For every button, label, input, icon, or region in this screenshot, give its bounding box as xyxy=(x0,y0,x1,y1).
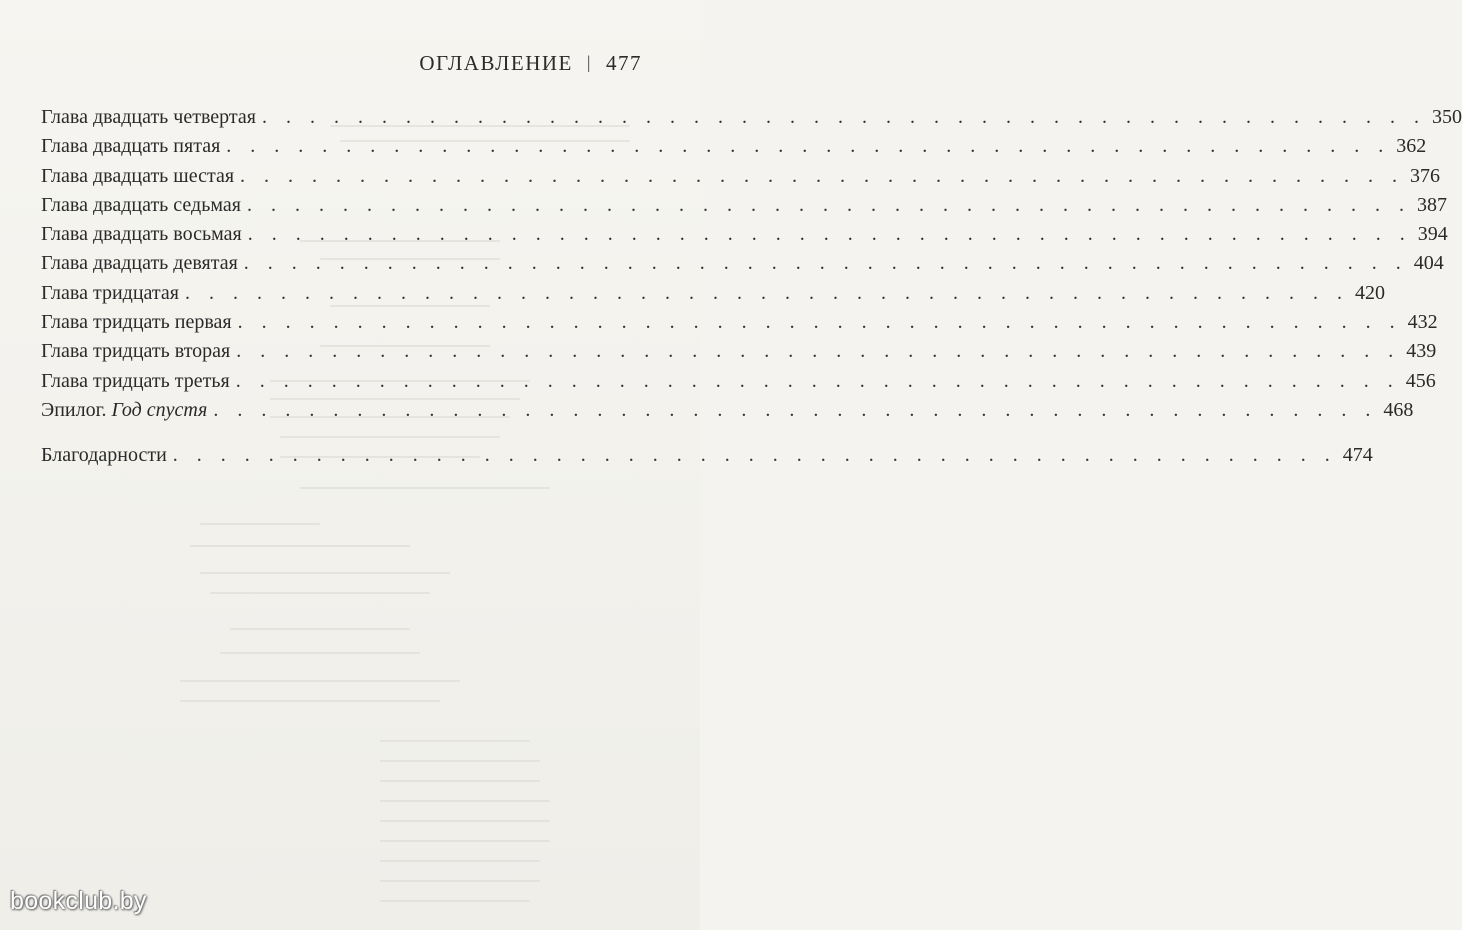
header-separator: | xyxy=(586,52,592,72)
dot-leader: . . . . . . . . . . . . . . . . . . . . . . . . . . . . . . . . . . . . . . . . . . . . . . . . . xyxy=(247,223,1412,246)
dot-leader: . . . . . . . . . . . . . . . . . . . . . . . . . . . . . . . . . . . . . . . . . . . . . . . . . xyxy=(213,398,1378,421)
toc-entry-title: Глава двадцать восьмая xyxy=(41,223,242,246)
toc-entry-page: 432 xyxy=(1407,311,1438,334)
toc-entry-page: 468 xyxy=(1383,398,1414,421)
epilogue-subtitle: Год спустя xyxy=(111,398,208,421)
toc-entry xyxy=(41,308,1438,337)
toc-entry-title: Благодарности xyxy=(41,444,167,467)
toc-entry-acknowledgements xyxy=(41,441,1373,470)
dot-leader: . . . . . . . . . . . . . . . . . . . . . . . . . . . . . . . . . . . . . . . . . . . . . . . . . xyxy=(261,106,1426,128)
toc-entry xyxy=(41,220,1448,249)
toc-entry-page: 420 xyxy=(1354,281,1385,304)
toc-entry-page: 404 xyxy=(1413,252,1444,275)
toc-entry-title: Глава двадцать пятая xyxy=(41,135,221,158)
dot-leader: . . . . . . . . . . . . . . . . . . . . . . . . . . . . . . . . . . . . . . . . . . . . . . . . . xyxy=(240,164,1405,187)
dot-leader: . . . . . . . . . . . . . . . . . . . . . . . . . . . . . . . . . . . . . . . . . . . . . . . . . xyxy=(236,340,1401,363)
toc-entry-title: Глава тридцатая xyxy=(41,281,179,304)
toc-entry-page: 362 xyxy=(1396,135,1427,158)
dot-leader: . . . . . . . . . . . . . . . . . . . . . . . . . . . . . . . . . . . . . . . . . . . . . . . . . xyxy=(184,281,1349,304)
toc-entry xyxy=(41,103,1462,132)
toc-entry xyxy=(41,337,1437,366)
toc-entry xyxy=(41,249,1444,278)
running-header xyxy=(419,51,642,76)
toc-entry-epilogue xyxy=(41,396,1414,425)
toc-entry xyxy=(41,367,1436,396)
toc-entry-page: 394 xyxy=(1417,223,1448,246)
toc-entry xyxy=(41,132,1427,161)
toc-entry-page: 376 xyxy=(1410,164,1441,187)
toc-entry-title: Глава двадцать девятая xyxy=(41,252,238,275)
toc-entry-title: Глава тридцать третья xyxy=(41,369,230,392)
dot-leader: . . . . . . . . . . . . . . . . . . . . . . . . . . . . . . . . . . . . . . . . . . . . . . . . . xyxy=(235,369,1400,392)
toc-entry-title xyxy=(41,396,213,425)
site-watermark: bookclub.by xyxy=(10,887,147,915)
section-title: ОГЛАВЛЕНИЕ xyxy=(419,51,573,75)
toc-entry xyxy=(41,162,1441,191)
toc-entry-title: Глава двадцать седьмая xyxy=(41,193,241,216)
toc-entry-title: Глава тридцать первая xyxy=(41,311,232,334)
toc-entry-title: Глава тридцать вторая xyxy=(41,340,231,363)
dot-leader: . . . . . . . . . . . . . . . . . . . . . . . . . . . . . . . . . . . . . . . . . . . . . . . . . xyxy=(172,444,1337,467)
toc-entry-page: 456 xyxy=(1405,369,1436,392)
table-of-contents xyxy=(41,103,1462,471)
toc-entry-page: 474 xyxy=(1342,444,1373,467)
toc-entry-page: 350 xyxy=(1431,106,1462,128)
toc-entry-title: Глава двадцать шестая xyxy=(41,164,235,187)
toc-entry xyxy=(41,191,1447,220)
epilogue-label: Эпилог. xyxy=(41,398,107,421)
dot-leader: . . . . . . . . . . . . . . . . . . . . . . . . . . . . . . . . . . . . . . . . . . . . . . . . . xyxy=(237,311,1402,334)
folio-page-number: 477 xyxy=(606,51,642,75)
toc-entry-title: Глава двадцать четвертая xyxy=(41,106,256,128)
toc-entry-page: 439 xyxy=(1406,340,1437,363)
toc-entry xyxy=(41,279,1385,308)
dot-leader: . . . . . . . . . . . . . . . . . . . . . . . . . . . . . . . . . . . . . . . . . . . . . . . . . xyxy=(246,193,1411,216)
dot-leader: . . . . . . . . . . . . . . . . . . . . . . . . . . . . . . . . . . . . . . . . . . . . . . . . . xyxy=(243,252,1408,275)
dot-leader: . . . . . . . . . . . . . . . . . . . . . . . . . . . . . . . . . . . . . . . . . . . . . . . . . xyxy=(226,135,1391,158)
toc-entry-page: 387 xyxy=(1416,193,1447,216)
